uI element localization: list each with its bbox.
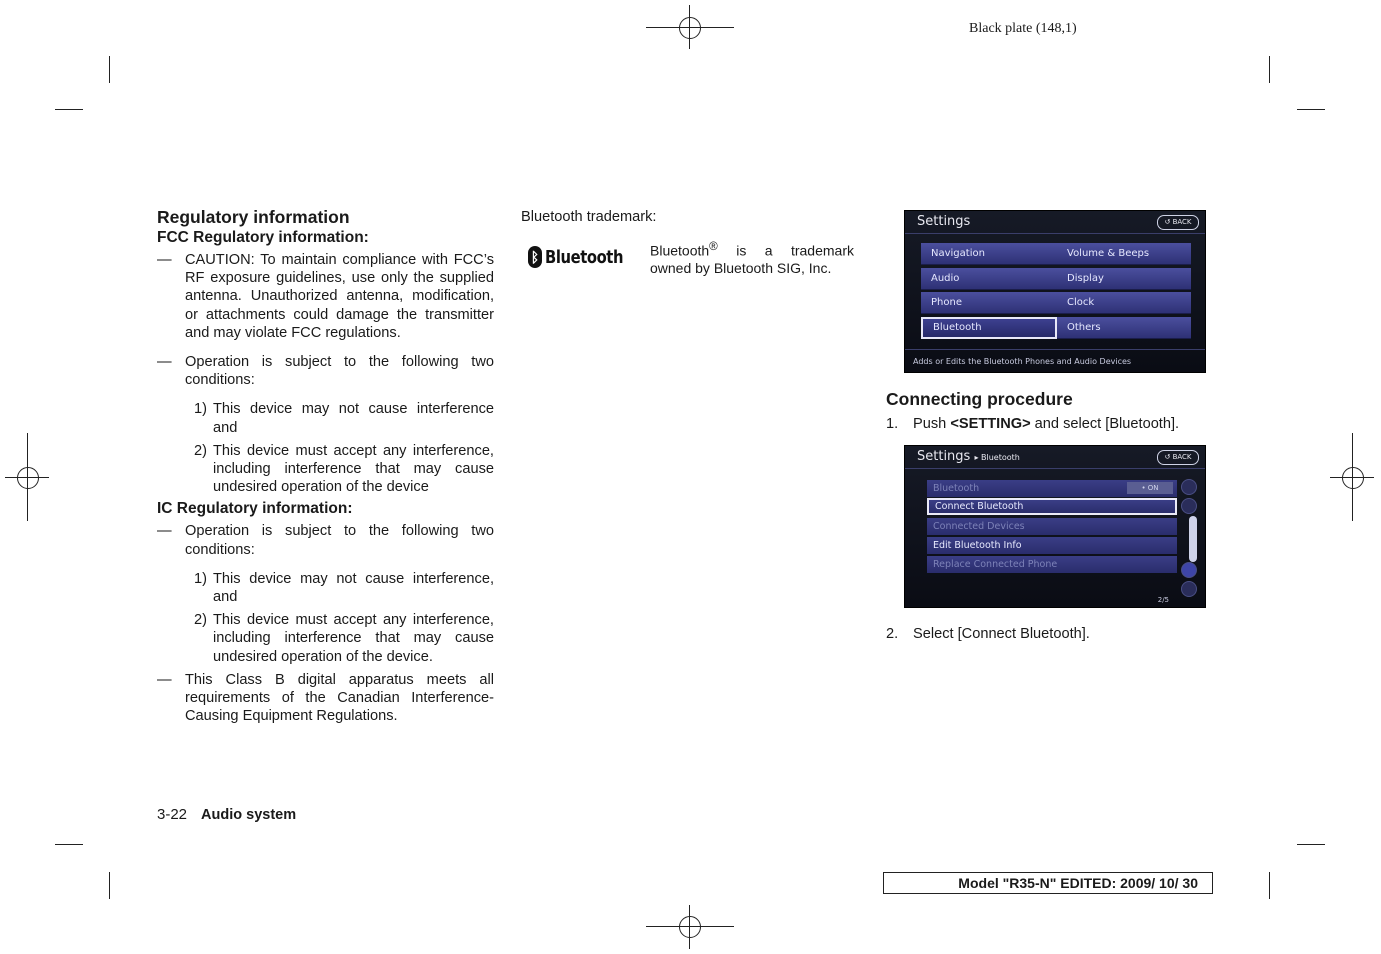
fcc-operation-item xyxy=(157,353,494,389)
left-column xyxy=(157,206,494,725)
screen-title: Settings xyxy=(917,214,971,229)
model-edited-box: Model "R35-N" EDITED: 2009/ 10/ 30 xyxy=(883,872,1213,894)
bluetooth-toggle[interactable]: • ON xyxy=(1127,482,1173,494)
bluetooth-icon: ᛒ xyxy=(528,246,542,268)
breadcrumb: ▸ Bluetooth xyxy=(974,453,1020,462)
step-number: 1. xyxy=(886,416,899,432)
connecting-procedure-heading: Connecting procedure xyxy=(886,389,1073,409)
step-1-pre: Push xyxy=(913,416,951,432)
ic-condition-2 xyxy=(185,611,494,666)
scrollbar-thumb[interactable] xyxy=(1189,516,1197,562)
tile-phone[interactable]: Phone xyxy=(921,292,1057,314)
bluetooth-logo xyxy=(528,246,640,268)
back-button[interactable] xyxy=(1157,450,1199,465)
tile-audio[interactable]: Audio xyxy=(921,268,1057,290)
step-2-text: Select [Connect Bluetooth]. xyxy=(913,626,1090,642)
row-bluetooth[interactable] xyxy=(927,480,1177,497)
row-edit-bluetooth-info[interactable]: Edit Bluetooth Info xyxy=(927,537,1177,554)
fcc-operation-text: Operation is subject to the following two conditions: xyxy=(185,354,494,389)
scroll-down-icon[interactable] xyxy=(1181,562,1197,578)
fcc-heading: FCC Regulatory information: xyxy=(157,229,369,246)
regulatory-heading: Regulatory information xyxy=(157,207,350,227)
back-label: BACK xyxy=(1172,218,1192,226)
back-label: BACK xyxy=(1172,453,1192,461)
back-arrow-icon: ↺ xyxy=(1164,218,1171,226)
tile-clock[interactable]: Clock xyxy=(1057,292,1191,314)
fcc-condition-1 xyxy=(185,400,494,436)
plate-label: Black plate (148,1) xyxy=(969,21,1077,36)
step-2 xyxy=(886,625,1216,643)
ic-operation-text: Operation is subject to the following two conditions: xyxy=(185,523,494,558)
back-arrow-icon: ↺ xyxy=(1164,453,1171,461)
setting-button-ref: <SETTING> xyxy=(950,416,1031,432)
fcc-caution-text: CAUTION: To maintain compliance with FCC’s RF exposure guidelines, use only the supplied antenna. Unauthorized antenna, modification, or attachments could damage the transmitter and may violate FCC regulations. xyxy=(185,252,494,341)
tile-navigation[interactable]: Navigation xyxy=(921,243,1057,265)
section-name: Audio system xyxy=(201,807,297,823)
trademark-text: is a trademark owned by Bluetooth SIG, Inc. xyxy=(650,242,854,276)
condition-text: This device may not cause interference and xyxy=(213,401,494,436)
ic-operation-item xyxy=(157,522,494,558)
screen-title-text: Settings xyxy=(917,449,971,464)
row-replace-connected-phone[interactable]: Replace Connected Phone xyxy=(927,556,1177,573)
page-footer xyxy=(157,806,296,823)
step-1 xyxy=(886,415,1216,433)
trademark-word: Bluetooth xyxy=(650,242,710,259)
scroll-up-icon[interactable] xyxy=(1181,479,1197,495)
right-column xyxy=(886,388,1216,433)
condition-number: 1) xyxy=(194,401,207,418)
fcc-condition-2 xyxy=(185,442,494,497)
dash: — xyxy=(157,354,172,371)
screen-title xyxy=(917,449,1020,464)
tile-display[interactable]: Display xyxy=(1057,268,1191,290)
tile-bluetooth[interactable]: Bluetooth xyxy=(921,317,1057,339)
dash: — xyxy=(157,671,172,688)
ic-condition-1 xyxy=(185,570,494,606)
bluetooth-settings-screen xyxy=(904,445,1206,608)
scroll-knob-icon xyxy=(1181,498,1197,514)
screen-footer-hint: Adds or Edits the Bluetooth Phones and Audio Devices xyxy=(913,357,1132,366)
tile-others[interactable]: Others xyxy=(1057,317,1191,339)
condition-text: This device must accept any interference, including interference that may cause undesired operation of the device xyxy=(213,442,494,496)
page-number: 3-22 xyxy=(157,806,188,823)
dash: — xyxy=(157,523,172,540)
back-button[interactable] xyxy=(1157,215,1199,230)
row-connected-devices[interactable]: Connected Devices xyxy=(927,518,1177,535)
bluetooth-logo-word: Bluetooth xyxy=(545,246,624,268)
ic-heading: IC Regulatory information: xyxy=(157,500,353,518)
tile-volume-beeps[interactable]: Volume & Beeps xyxy=(1057,243,1191,265)
fcc-caution-item xyxy=(157,251,494,342)
scroll-knob-icon xyxy=(1181,581,1197,597)
step-number: 2. xyxy=(886,626,899,642)
registered-mark: ® xyxy=(709,240,718,253)
condition-number: 2) xyxy=(194,442,207,459)
page-indicator: 2/5 xyxy=(1157,596,1169,604)
step-1-post: and select [Bluetooth]. xyxy=(1030,416,1180,432)
class-b-item xyxy=(157,671,494,726)
row-label: Bluetooth xyxy=(933,483,980,494)
trademark-label: Bluetooth trademark: xyxy=(521,209,657,225)
condition-number: 1) xyxy=(194,570,207,587)
settings-screen xyxy=(904,210,1206,373)
dash: — xyxy=(157,252,172,268)
trademark-statement xyxy=(650,238,854,277)
condition-text: This device may not cause interference, and xyxy=(213,570,494,606)
condition-text: This device must accept any interference, including interference that may cause undesired operation of the device. xyxy=(213,612,494,665)
row-connect-bluetooth[interactable]: Connect Bluetooth xyxy=(927,498,1177,515)
condition-number: 2) xyxy=(194,612,207,629)
class-b-text: This Class B digital apparatus meets all requirements of the Canadian Interference-Causing Equipment Regulations. xyxy=(185,671,494,725)
